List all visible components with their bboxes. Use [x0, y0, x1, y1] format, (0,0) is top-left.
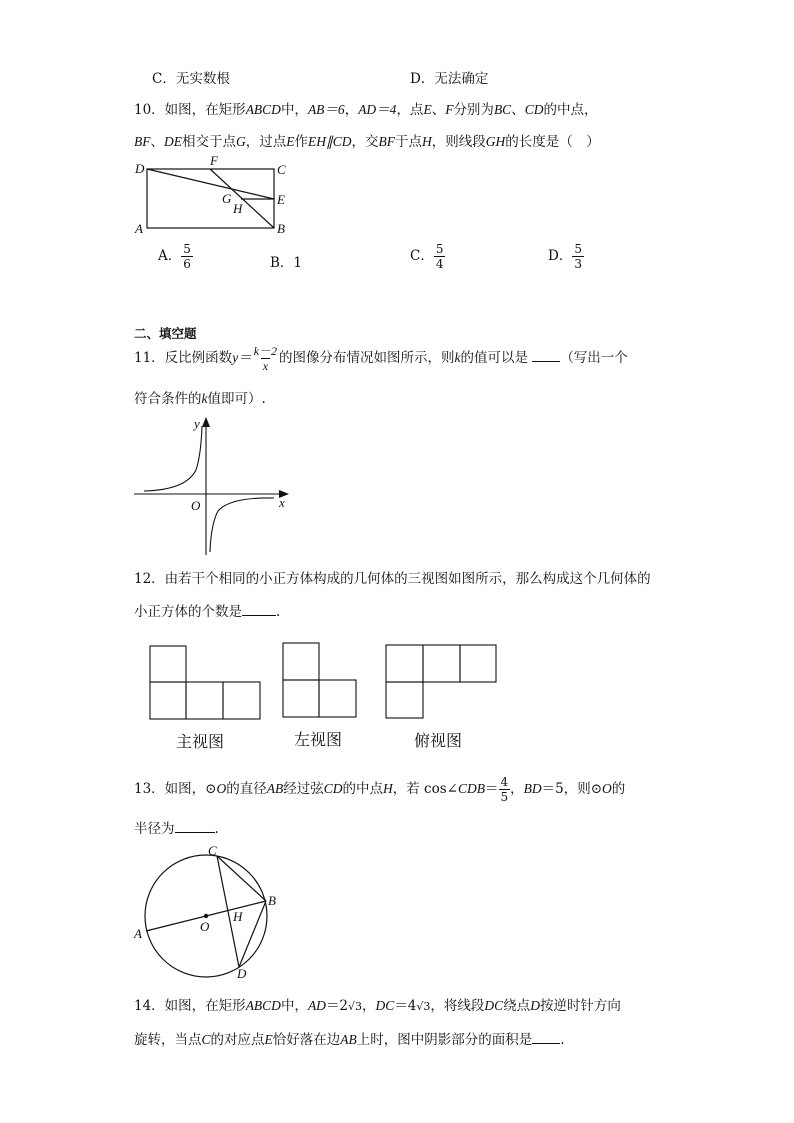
label-a: A [134, 926, 142, 941]
q9-option-c: C．无实数根 [152, 71, 230, 87]
q14-line2: 旋转，当点C的对应点E恰好落在边AB上时，图中阴影部分的面积是 . [134, 1032, 565, 1048]
front-view-label: 主视图 [176, 732, 225, 751]
label-d: D [135, 161, 145, 176]
label-b: B [277, 221, 285, 236]
q10-line1: 10．如图，在矩形ABCD中，AB＝6，AD＝4，点E、F分别为BC、CD的中点， [134, 102, 598, 118]
label-b: B [268, 893, 276, 908]
label-a: A [135, 221, 143, 236]
left-view-label: 左视图 [294, 730, 343, 749]
label-g: G [222, 191, 232, 206]
label-h: H [233, 909, 243, 924]
top-view-label: 俯视图 [414, 731, 463, 750]
label-c: C [208, 843, 217, 858]
q12-line2: 小正方体的个数是 . [134, 604, 281, 620]
origin-label: O [191, 498, 201, 513]
q10-line2: BF、DE相交于点G，过点E作EH∥CD，交BF于点H，则线段GH的长度是（ ） [134, 134, 600, 150]
label-d: D [237, 966, 247, 981]
label-e: E [277, 192, 285, 207]
q13-line2: 半径为 . [134, 821, 219, 837]
q13-line1: 13．如图，⊙O的直径AB经过弦CD的中点H，若 cos∠CDB＝ $\frac{4}{5}$ ，BD＝5，则⊙O的 [134, 775, 626, 804]
q11-line1: 11．反比例函数y＝ $\frac{k-2}{x}$ 的图像分布情况如图所示，则k的值可以是 （写出一个 [134, 344, 628, 373]
label-o: O [200, 919, 210, 934]
axis-y-label: y [194, 416, 200, 431]
label-f: F [210, 153, 218, 168]
q14-line1: 14．如图，在矩形ABCD中，AD＝2√3，DC＝4√3，将线段DC绕点D按逆时针方向 [134, 998, 621, 1014]
axis-x-label: x [279, 495, 285, 510]
label-h: H [233, 201, 243, 216]
q10-option-c: C． $\frac{5}{4}$ [410, 242, 444, 271]
q10-option-b: B．1 [270, 255, 303, 271]
segment-bd [239, 901, 266, 967]
q10-option-d: D． $\frac{5}{3}$ [548, 242, 582, 271]
q9-option-d: D．无法确定 [410, 71, 489, 87]
section-title: 二、填空题 [134, 326, 197, 341]
label-c: C [277, 162, 286, 177]
q10-option-a: A． $\frac{5}{6}$ [158, 242, 191, 271]
center-dot [204, 914, 208, 918]
q12-line1: 12．由若干个相同的小正方体构成的几何体的三视图如图所示，那么构成这个几何体的 [134, 571, 651, 587]
q11-line2: 符合条件的k值即可）. [134, 391, 266, 407]
q14-answer-blank[interactable] [532, 1031, 560, 1044]
